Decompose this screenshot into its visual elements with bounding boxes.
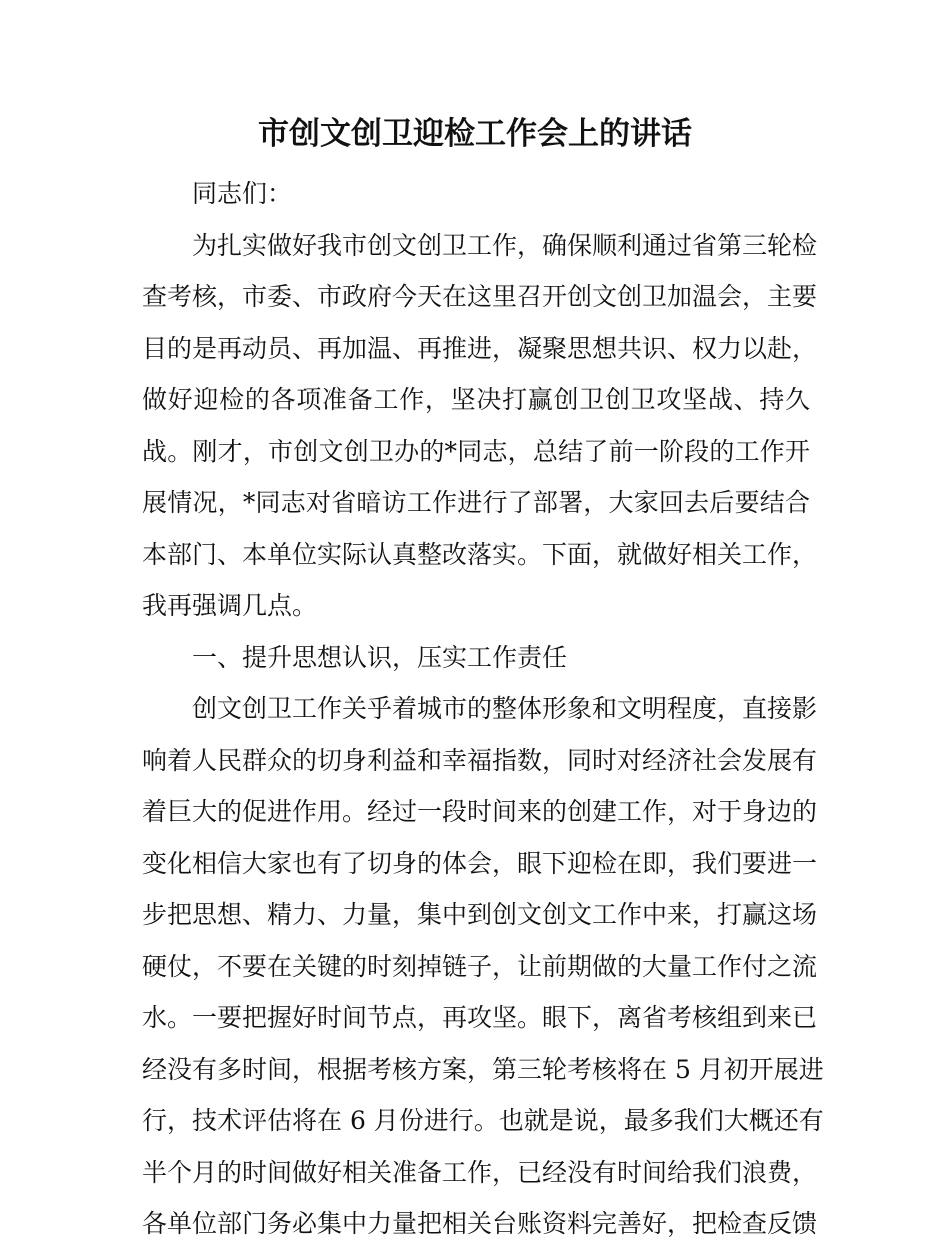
paragraph-line: 着巨大的促进作用。经过一段时间来的创建工作，对于身边的	[142, 797, 818, 826]
paragraph-line: 本部门、本单位实际认真整改落实。下面，就做好相关工作，	[142, 540, 818, 569]
paragraph-line: 查考核，市委、市政府今天在这里召开创文创卫加温会，主要	[142, 282, 818, 311]
paragraph-line: 行，技术评估将在 6 月份进行。也就是说，最多我们大概还有	[142, 1106, 824, 1135]
paragraph-line: 半个月的时间做好相关准备工作，已经没有时间给我们浪费，	[142, 1158, 818, 1187]
paragraph-line: 水。一要把握好时间节点，再攻坚。眼下，离省考核组到来已	[142, 1003, 818, 1032]
paragraph-line: 响着人民群众的切身利益和幸福指数，同时对经济社会发展有	[142, 746, 818, 775]
paragraph-line: 步把思想、精力、力量，集中到创文创文工作中来，打赢这场	[142, 900, 818, 929]
paragraph-line: 我再强调几点。	[142, 591, 318, 620]
paragraph-line: 经没有多时间，根据考核方案，第三轮考核将在 5 月初开展进	[142, 1055, 824, 1084]
section-heading: 一、提升思想认识，压实工作责任	[192, 643, 568, 672]
paragraph-line: 硬仗，不要在关键的时刻掉链子，让前期做的大量工作付之流	[142, 952, 818, 981]
paragraph-line: 战。刚才，市创文创卫办的*同志，总结了前一阶段的工作开	[142, 437, 810, 466]
paragraph-line: 变化相信大家也有了切身的体会，眼下迎检在即，我们要进一	[142, 849, 818, 878]
paragraph-line: 展情况，*同志对省暗访工作进行了部署，大家回去后要结合	[142, 488, 810, 517]
paragraph-line: 同志们：	[192, 179, 293, 208]
paragraph-line: 目的是再动员、再加温、再推进，凝聚思想共识、权力以赴，	[142, 334, 818, 363]
paragraph-line: 各单位部门务必集中力量把相关台账资料完善好，把检查反馈	[142, 1209, 818, 1238]
paragraph-line: 创文创卫工作关乎着城市的整体形象和文明程度，直接影	[192, 694, 818, 723]
paragraph-line: 为扎实做好我市创文创卫工作，确保顺利通过省第三轮检	[192, 231, 818, 260]
document-title: 市创文创卫迎检工作会上的讲话	[258, 116, 692, 152]
paragraph-line: 做好迎检的各项准备工作，坚决打赢创卫创卫攻坚战、持久	[142, 385, 810, 414]
